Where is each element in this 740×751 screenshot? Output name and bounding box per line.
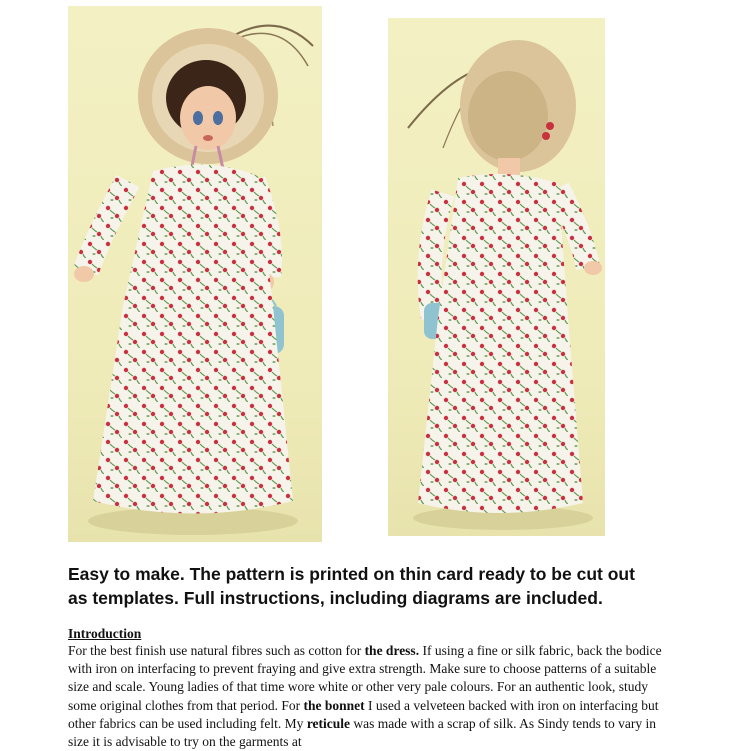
introduction-title: Introduction bbox=[68, 626, 142, 641]
pattern-description-heading bbox=[68, 562, 688, 610]
intro-text-3: I used a velveteen backed with iron on interfacing but other fabrics can be used including felt. My bbox=[68, 697, 659, 731]
intro-text-2: If using a fine or silk fabric, back the bodice with iron on interfacing to prevent fraying and give extra strength. Make sure to choose patterns of a suitable size and scale. Young ladies of that time wore white or other very pale colours. For an authentic look, study some original clothes from that period. For bbox=[68, 643, 662, 713]
intro-reticule-term: reticule bbox=[306, 715, 351, 731]
heading-line-2: as templates. Full instructions, including diagrams are included. bbox=[68, 588, 603, 608]
doll-front-illustration bbox=[68, 6, 322, 542]
heading-line-1: Easy to make. The pattern is printed on thin card ready to be cut out bbox=[68, 564, 635, 584]
intro-bonnet-term: the bonnet bbox=[303, 697, 365, 713]
introduction-body bbox=[68, 642, 668, 750]
intro-text-4: was made with a scrap of silk. As Sindy tends to vary in size it is advisable to try on the garments at bbox=[68, 715, 657, 750]
intro-dress-term: the dress. bbox=[364, 643, 420, 658]
intro-text-1: For the best finish use natural fibres such as cotton for bbox=[68, 643, 365, 658]
doll-front-photo bbox=[68, 6, 322, 542]
doll-back-photo bbox=[388, 18, 605, 536]
doll-back-illustration bbox=[388, 18, 605, 536]
